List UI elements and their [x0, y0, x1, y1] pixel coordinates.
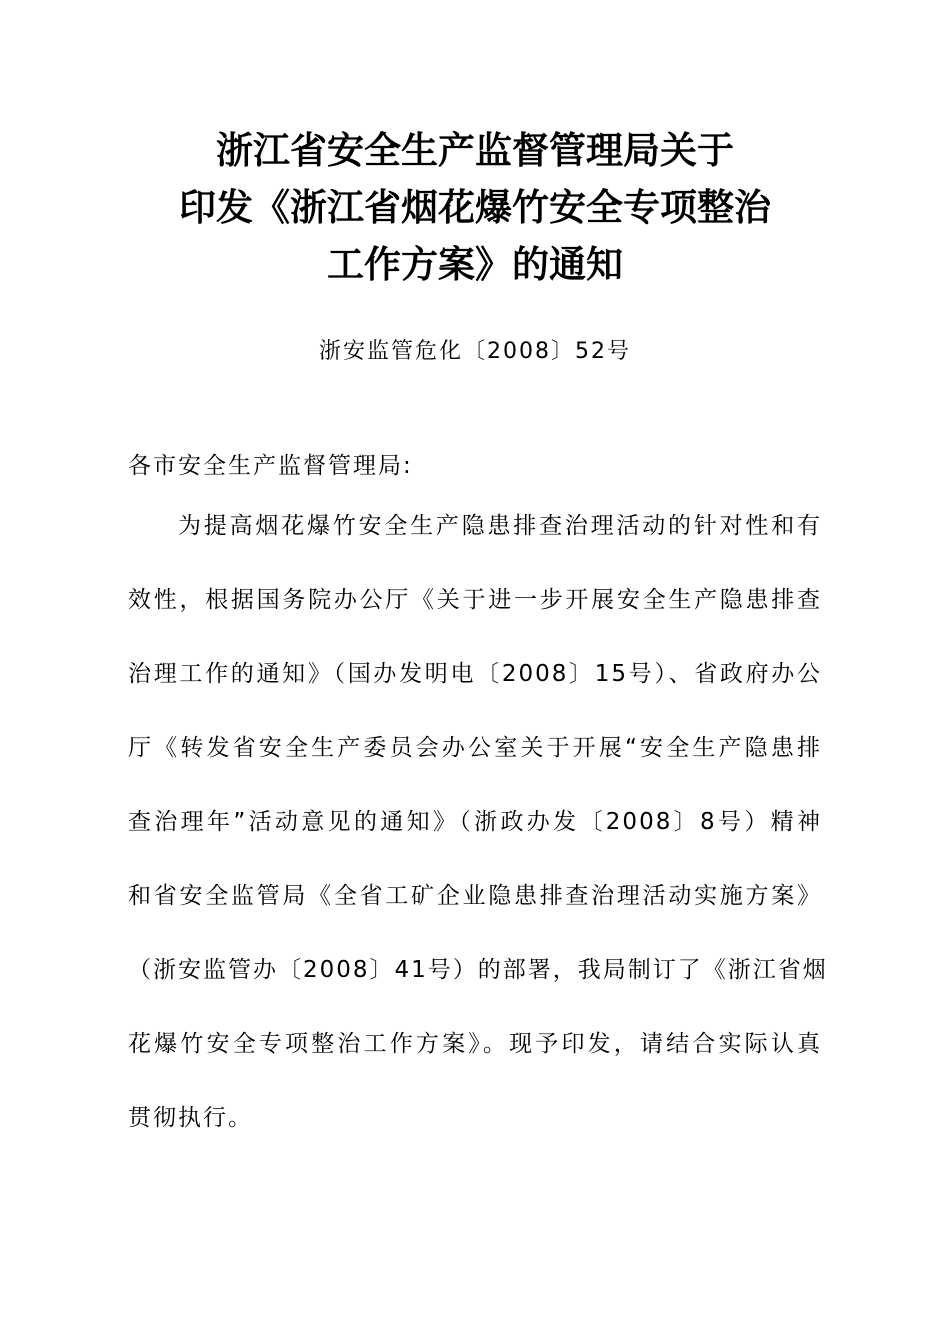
body-line: 查治理年”活动意见的通知》（浙政办发〔2008〕8号）精神	[128, 809, 822, 835]
body-line: 效性，根据国务院办公厅《关于进一步开展安全生产隐患排查	[128, 587, 822, 613]
document-number: 浙安监管危化〔2008〕52号	[319, 339, 631, 364]
body-line: 厅《转发省安全生产委员会办公室关于开展“安全生产隐患排	[128, 735, 822, 761]
body-line: 贯彻执行。	[128, 1105, 253, 1131]
body-line: 为提高烟花爆竹安全生产隐患排查治理活动的针对性和有	[178, 513, 822, 539]
body-line: （浙安监管办〔2008〕41号）的部署，我局制订了《浙江省烟	[128, 957, 828, 983]
title-line: 工作方案》的通知	[327, 242, 623, 286]
document-title	[0, 122, 950, 293]
title-line: 印发《浙江省烟花爆竹安全专项整治	[179, 185, 771, 229]
body-line: 花爆竹安全专项整治工作方案》。现予印发，请结合实际认真	[128, 1031, 822, 1057]
addressee: 各市安全生产监督管理局:	[128, 453, 413, 479]
body-line: 治理工作的通知》（国办发明电〔2008〕15号）、省政府办公	[128, 661, 822, 687]
body-line: 和省安全监管局《全省工矿企业隐患排查治理活动实施方案》	[128, 883, 822, 909]
body-paragraph	[128, 508, 828, 1174]
title-line: 浙江省安全生产监督管理局关于	[216, 128, 734, 172]
